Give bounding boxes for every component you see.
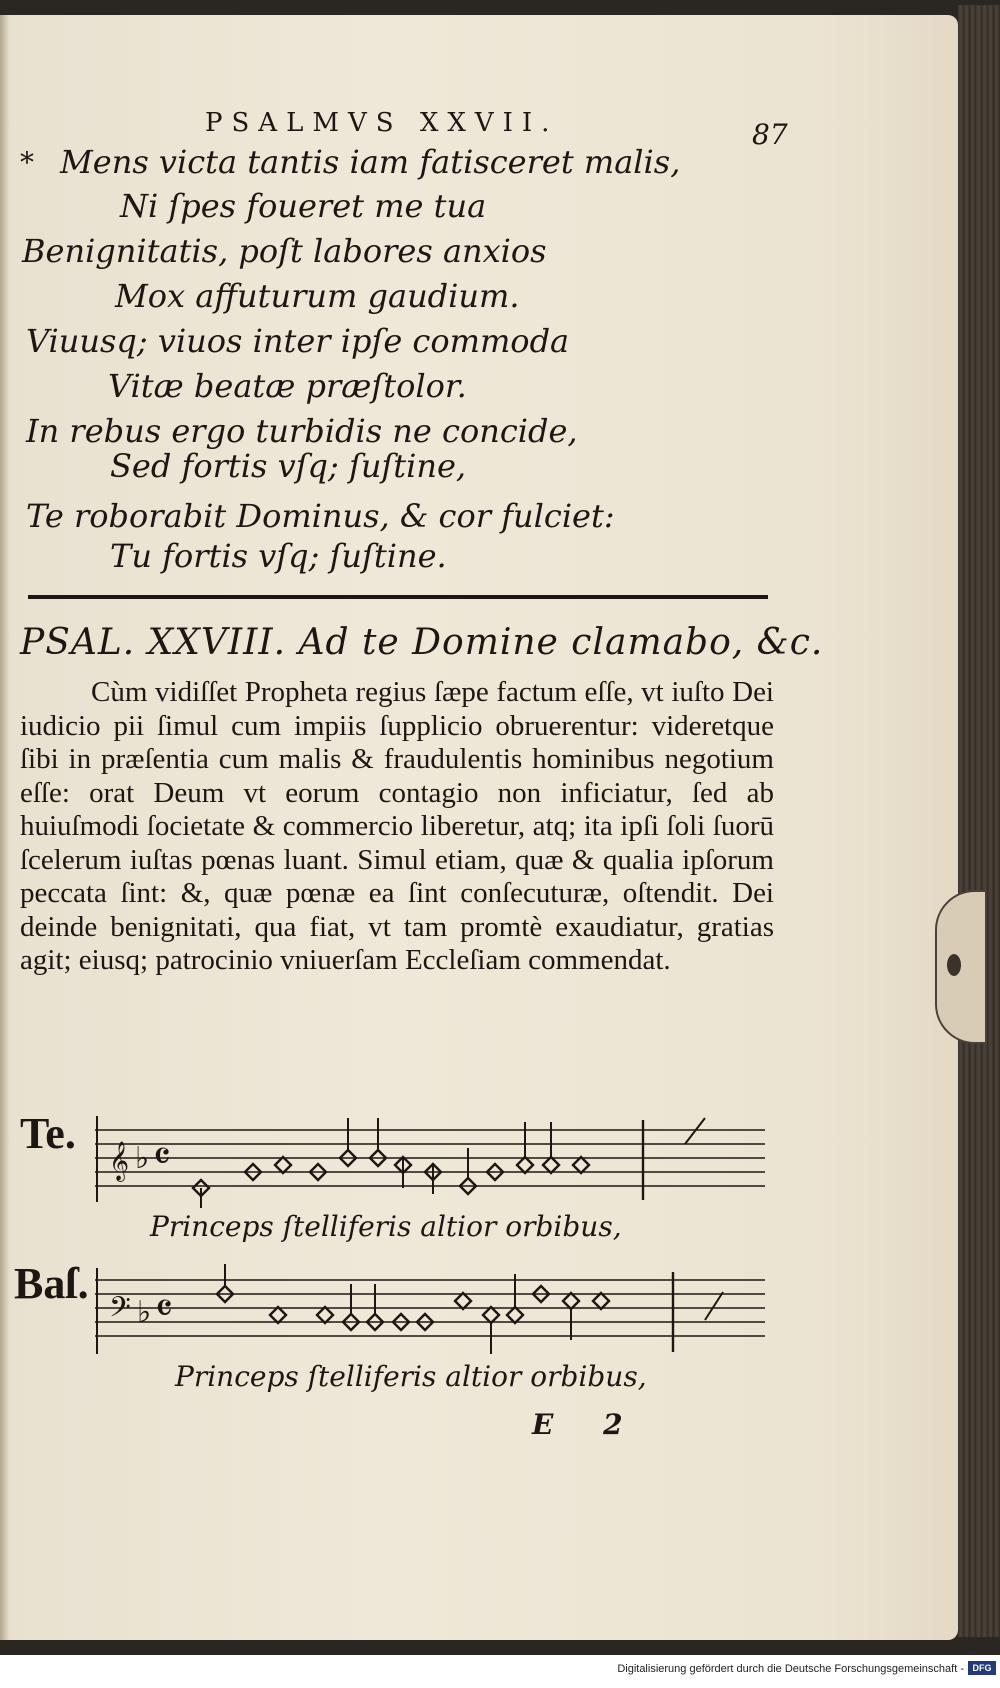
psalm-argument: Cùm vidiſſet Propheta regius ſæpe factum eſſe, vt iuſto Dei iudicio pii ſimul cum impiis ſupplicio obruerentur: videretque ſibi in præſentia cum malis & fraudulentis hominibus negotium eſſe: orat Deum vt eorum contagio non inficiatur, ſed ab huiuſmodi ſocietate & commercio liberetur, atq; ita ipſi ſoli ſuorū ſcelerum iuſtas pœnas luant. Simul etiam, quæ & qualia ipſorum peccata ſint: &, quæ pœnæ ea ſint conſecuturæ, oſtendit. Dei deinde benignitati, qua fiat, vt tam promtè exaudiatur, gratias agit; eiusq; patrocinio vniuerſam Eccleſiam commendat.	[20, 676, 774, 976]
tenor-label: Te.	[20, 1109, 76, 1158]
page-gutter	[0, 15, 10, 1640]
verse-line: In rebus ergo turbidis ne concide,	[26, 412, 578, 450]
asterisk-mark: *	[20, 146, 34, 179]
svg-text:♭: ♭	[137, 1295, 152, 1330]
running-head: PSALMVS XXVII.	[205, 108, 559, 138]
book-clasp	[935, 890, 987, 1044]
svg-text:𝄞: 𝄞	[109, 1141, 130, 1181]
svg-text:♭: ♭	[135, 1141, 150, 1176]
verse-line: Sed fortis vſq; ſuſtine,	[110, 447, 467, 485]
verse-line: Tu fortis vſq; ſuſtine.	[110, 537, 447, 575]
verse-line: Vitæ beatæ præſtolor.	[108, 367, 467, 405]
dfg-logo: DFG	[968, 1661, 996, 1675]
bass-label: Baſ.	[14, 1259, 89, 1308]
tenor-lyric: Princeps ſtelliferis altior orbibus,	[150, 1210, 622, 1243]
psalm-heading: PSAL. XXVIII. Ad te Domine clamabo, &c.	[20, 622, 824, 663]
verse-line: Te roborabit Dominus, & cor fulciet:	[26, 497, 615, 535]
verse-line: Mox affuturum gaudium.	[115, 277, 520, 315]
signature-mark: E 2	[532, 1408, 643, 1441]
verse-line: Ni ſpes foueret me tua	[120, 187, 487, 225]
clasp-pin	[947, 954, 961, 976]
book-page-edges	[958, 5, 1000, 1637]
verse-line: Benignitatis, poſt labores anxios	[22, 232, 547, 270]
tenor-staff	[95, 1108, 765, 1208]
section-rule	[28, 595, 768, 599]
page-number: 87	[752, 118, 788, 151]
svg-text:𝄢: 𝄢	[109, 1291, 131, 1331]
svg-text:𝄴: 𝄴	[155, 1286, 173, 1332]
svg-text:𝄴: 𝄴	[153, 1134, 171, 1180]
digitization-footer	[0, 1655, 1000, 1688]
verse-line: Viuusq; viuos inter ipſe commoda	[26, 322, 570, 360]
verse-line: Mens victa tantis iam fatisceret malis,	[60, 143, 681, 181]
bass-lyric: Princeps ſtelliferis altior orbibus,	[175, 1360, 647, 1393]
funding-credit: Digitalisierung gefördert durch die Deutsche Forschungsgemeinschaft -	[617, 1663, 964, 1675]
bass-staff	[95, 1260, 765, 1360]
